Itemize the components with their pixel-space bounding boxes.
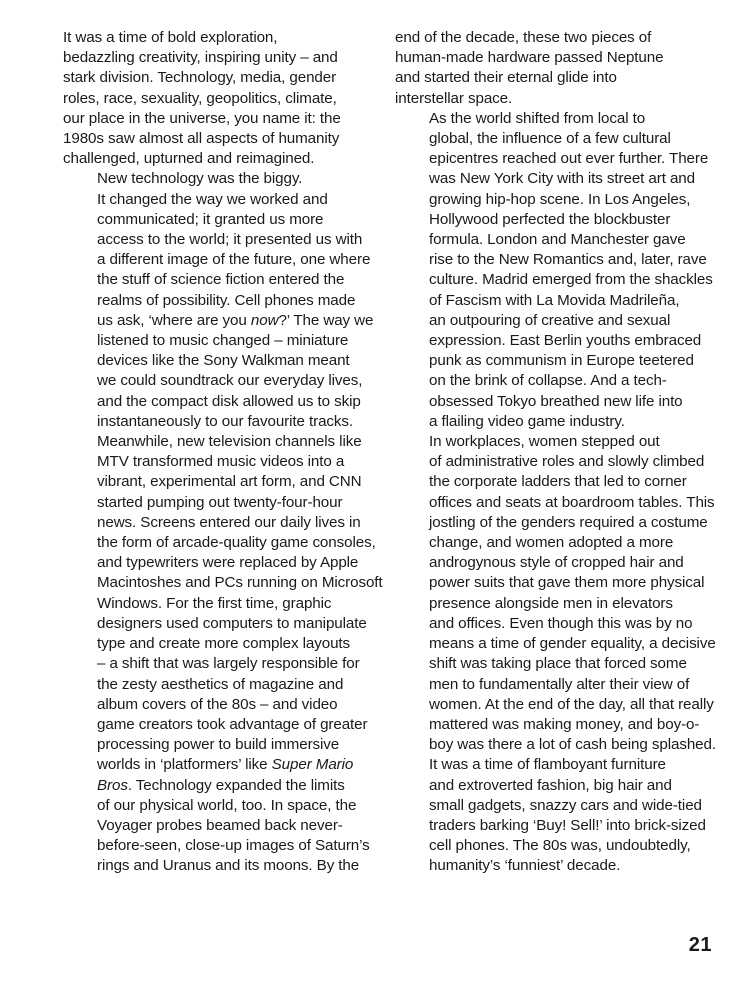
text-line: women. At the end of the day, all that really xyxy=(429,695,714,713)
text-line: As the world shifted from local to xyxy=(429,109,646,127)
text-line: growing hip-hop scene. In Los Angeles, xyxy=(429,190,691,208)
text-line: It was a time of flamboyant furniture xyxy=(429,756,666,774)
text-line: us ask, ‘where are you now?’ The way we xyxy=(97,311,374,329)
text-line: culture. Madrid emerged from the shackles xyxy=(429,271,713,289)
right-text-column xyxy=(395,28,715,877)
text-line: an outpouring of creative and sexual xyxy=(429,311,671,329)
text-line: type and create more complex layouts xyxy=(97,635,351,653)
text-line: worlds in ‘platformers’ like Super Mario xyxy=(97,756,354,774)
text-line: listened to music changed – miniature xyxy=(97,332,349,350)
text-line: processing power to build immersive xyxy=(97,736,340,754)
text-line: devices like the Sony Walkman meant xyxy=(97,352,350,370)
text-line: traders barking ‘Buy! Sell!’ into brick-sized xyxy=(429,816,706,834)
text-line: change, and women adopted a more xyxy=(429,534,674,552)
emphasis: Super Mario xyxy=(271,756,354,774)
text-line: stark division. Technology, media, gender xyxy=(63,69,337,87)
text-line: before-seen, close-up images of Saturn’s xyxy=(97,837,370,855)
paragraph xyxy=(395,109,715,432)
text-line: means a time of gender equality, a decisive xyxy=(429,635,716,653)
paragraph xyxy=(395,28,715,109)
paragraph xyxy=(63,169,385,876)
text-line: humanity’s ‘funniest’ decade. xyxy=(429,857,621,875)
text-line: and offices. Even though this was by no xyxy=(429,614,693,632)
text-line: bedazzling creativity, inspiring unity – and xyxy=(63,49,338,67)
text-line: Bros. Technology expanded the limits xyxy=(97,776,345,794)
paragraph xyxy=(63,28,385,169)
text-line: of our physical world, too. In space, the xyxy=(97,796,357,814)
text-line: of Fascism with La Movida Madrileña, xyxy=(429,291,680,309)
text-line: mattered was making money, and boy-o- xyxy=(429,715,700,733)
text-line: we could soundtrack our everyday lives, xyxy=(97,372,363,390)
text-line: shift was taking place that forced some xyxy=(429,655,687,673)
text-line: androgynous style of cropped hair and xyxy=(429,554,684,572)
text-line: news. Screens entered our daily lives in xyxy=(97,513,361,531)
text-line: Hollywood perfected the blockbuster xyxy=(429,210,671,228)
text-line: interstellar space. xyxy=(395,89,513,107)
emphasis: Bros xyxy=(97,776,128,794)
text-line: presence alongside men in elevators xyxy=(429,594,673,612)
text-line: the zesty aesthetics of magazine and xyxy=(97,675,344,693)
text-line: In workplaces, women stepped out xyxy=(429,433,660,451)
text-line: expression. East Berlin youths embraced xyxy=(429,332,702,350)
text-line: Macintoshes and PCs running on Microsoft xyxy=(97,574,383,592)
text-line: and the compact disk allowed us to skip xyxy=(97,392,361,410)
text-line: human-made hardware passed Neptune xyxy=(395,49,664,67)
text-line: Meanwhile, new television channels like xyxy=(97,433,362,451)
text-line: It changed the way we worked and xyxy=(97,190,328,208)
text-line: men to fundamentally alter their view of xyxy=(429,675,690,693)
text-line: formula. London and Manchester gave xyxy=(429,231,686,249)
text-line: rings and Uranus and its moons. By the xyxy=(97,857,360,875)
text-line: power suits that gave them more physical xyxy=(429,574,705,592)
text-line: obsessed Tokyo breathed new life into xyxy=(429,392,683,410)
text-line: instantaneously to our favourite tracks. xyxy=(97,412,354,430)
text-line: – a shift that was largely responsible for xyxy=(97,655,360,673)
text-line: realms of possibility. Cell phones made xyxy=(97,291,356,309)
text-line: started pumping out twenty-four-hour xyxy=(97,493,343,511)
text-line: and typewriters were replaced by Apple xyxy=(97,554,359,572)
text-line: communicated; it granted us more xyxy=(97,210,324,228)
text-line: a flailing video game industry. xyxy=(429,412,625,430)
text-line: Voyager probes beamed back never- xyxy=(97,816,343,834)
text-line: vibrant, experimental art form, and CNN xyxy=(97,473,362,491)
text-line: It was a time of bold exploration, xyxy=(63,29,278,46)
text-line: cell phones. The 80s was, undoubtedly, xyxy=(429,837,691,855)
text-line: of administrative roles and slowly climbed xyxy=(429,453,705,471)
text-line: end of the decade, these two pieces of xyxy=(395,29,652,46)
text-line: small gadgets, snazzy cars and wide-tied xyxy=(429,796,702,814)
text-line: offices and seats at boardroom tables. This xyxy=(429,493,715,511)
text-line: 1980s saw almost all aspects of humanity xyxy=(63,130,340,148)
left-text-column xyxy=(63,28,385,877)
text-line: rise to the New Romantics and, later, rave xyxy=(429,251,707,269)
text-line: the corporate ladders that led to corner xyxy=(429,473,687,491)
text-line: challenged, upturned and reimagined. xyxy=(63,150,315,168)
text-line: access to the world; it presented us with xyxy=(97,231,363,249)
text-line: the stuff of science fiction entered the xyxy=(97,271,345,289)
text-line: MTV transformed music videos into a xyxy=(97,453,345,471)
text-line: and started their eternal glide into xyxy=(395,69,617,87)
page-number: 21 xyxy=(688,934,712,956)
emphasis: now xyxy=(250,311,279,329)
text-line: on the brink of collapse. And a tech- xyxy=(429,372,667,390)
text-line: our place in the universe, you name it: the xyxy=(63,109,341,127)
text-line: boy was there a lot of cash being splashed. xyxy=(429,736,716,754)
text-line: Windows. For the first time, graphic xyxy=(97,594,332,612)
text-line: jostling of the genders required a costume xyxy=(429,513,708,531)
text-line: designers used computers to manipulate xyxy=(97,614,367,632)
text-line: album covers of the 80s – and video xyxy=(97,695,338,713)
paragraph xyxy=(395,432,715,876)
text-line: and extroverted fashion, big hair and xyxy=(429,776,672,794)
text-line: New technology was the biggy. xyxy=(97,170,303,188)
text-line: epicentres reached out ever further. There xyxy=(429,150,709,168)
text-line: a different image of the future, one where xyxy=(97,251,371,269)
text-line: the form of arcade-quality game consoles, xyxy=(97,534,376,552)
text-line: game creators took advantage of greater xyxy=(97,715,368,733)
text-line: roles, race, sexuality, geopolitics, climate, xyxy=(63,89,337,107)
text-line: punk as communism in Europe teetered xyxy=(429,352,694,370)
text-line: global, the influence of a few cultural xyxy=(429,130,671,148)
text-line: was New York City with its street art and xyxy=(429,170,696,188)
